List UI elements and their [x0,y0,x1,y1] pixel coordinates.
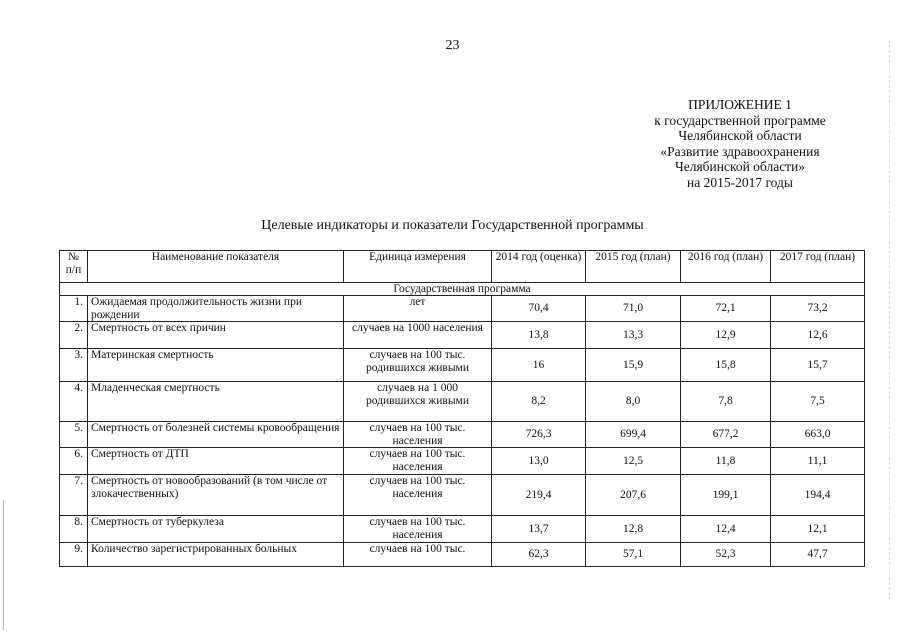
header-2016: 2016 год (план) [681,251,771,283]
cell-2016: 15,8 [681,349,771,382]
cell-2017: 7,5 [771,382,865,422]
header-number: № п/п [60,251,88,283]
appendix-line: Челябинской области» [674,159,806,174]
appendix-line: «Развитие здравоохранения [660,143,820,159]
header-2015: 2015 год (план) [586,251,681,283]
cell-2017: 47,7 [771,543,865,567]
scan-edge-line [889,40,891,600]
header-name: Наименование показателя [88,251,344,283]
header-2014: 2014 год (оценка) [492,251,586,283]
cell-name: Смертность от всех причин [88,322,344,349]
cell-2015: 71,0 [586,296,681,322]
cell-name: Младенческая смертность [88,382,344,422]
cell-number: 3. [60,349,88,382]
cell-unit: случаев на 100 тыс. населения [344,516,492,543]
cell-2014: 13,7 [492,516,586,543]
appendix-line: Челябинской области [678,128,802,143]
table-row [60,516,865,543]
cell-2015: 13,3 [586,322,681,349]
cell-number: 5. [60,422,88,448]
cell-name: Количество зарегистрированных больных [88,543,344,567]
cell-2014: 13,8 [492,322,586,349]
cell-unit: случаев на 100 тыс. населения [344,448,492,475]
cell-unit: случаев на 1000 населения [344,322,492,349]
cell-2015: 8,0 [586,382,681,422]
cell-2016: 72,1 [681,296,771,322]
cell-2017: 73,2 [771,296,865,322]
margin-line [3,500,4,630]
cell-name: Смертность от туберкулеза [88,516,344,543]
appendix-heading [620,97,860,190]
cell-2015: 12,8 [586,516,681,543]
cell-2017: 12,1 [771,516,865,543]
cell-2017: 194,4 [771,475,865,516]
page-number: 23 [445,38,460,53]
cell-2017: 12,6 [771,322,865,349]
cell-number: 7. [60,475,88,516]
cell-unit: случаев на 100 тыс. населения [344,422,492,448]
cell-name: Ожидаемая продолжительность жизни при рождении [88,296,344,322]
appendix-line: на 2015-2017 годы [687,174,793,190]
cell-2016: 677,2 [681,422,771,448]
cell-2015: 12,5 [586,448,681,475]
cell-unit: лет [344,296,492,322]
header-2017: 2017 год (план) [771,251,865,283]
cell-2015: 15,9 [586,349,681,382]
cell-number: 9. [60,543,88,567]
cell-2014: 726,3 [492,422,586,448]
table-row [60,349,865,382]
cell-2014: 219,4 [492,475,586,516]
cell-2016: 199,1 [681,475,771,516]
cell-2017: 663,0 [771,422,865,448]
document-title: Целевые индикаторы и показатели Государственной программы [261,218,644,233]
cell-2014: 8,2 [492,382,586,422]
cell-number: 2. [60,322,88,349]
indicators-table [59,250,865,567]
cell-2015: 207,6 [586,475,681,516]
cell-name: Смертность от ДТП [88,448,344,475]
table-row [60,382,865,422]
section-row: Государственная программа [60,283,865,296]
cell-unit: случаев на 100 тыс. населения [344,475,492,516]
cell-2014: 13,0 [492,448,586,475]
table-row [60,422,865,448]
cell-name: Материнская смертность [88,349,344,382]
cell-2015: 57,1 [586,543,681,567]
cell-2014: 62,3 [492,543,586,567]
cell-2015: 699,4 [586,422,681,448]
cell-name: Смертность от болезней системы кровообращения [88,422,344,448]
cell-number: 1. [60,296,88,322]
table-row [60,448,865,475]
cell-2016: 11,8 [681,448,771,475]
table-row [60,475,865,516]
cell-2016: 52,3 [681,543,771,567]
cell-2017: 15,7 [771,349,865,382]
cell-number: 6. [60,448,88,475]
cell-2016: 12,9 [681,322,771,349]
cell-unit: случаев на 1 000 родившихся живыми [344,382,492,422]
cell-number: 8. [60,516,88,543]
cell-2014: 70,4 [492,296,586,322]
cell-name: Смертность от новообразований (в том числе от злокачественных) [88,475,344,516]
appendix-line: к государственной программе [654,112,826,128]
appendix-line: ПРИЛОЖЕНИЕ 1 [688,97,792,112]
cell-unit: случаев на 100 тыс. [344,543,492,567]
cell-2014: 16 [492,349,586,382]
header-unit: Единица измерения [344,251,492,283]
cell-number: 4. [60,382,88,422]
table-row [60,322,865,349]
table-row [60,296,865,322]
cell-2016: 7,8 [681,382,771,422]
cell-unit: случаев на 100 тыс. родившихся живыми [344,349,492,382]
cell-2016: 12,4 [681,516,771,543]
cell-2017: 11,1 [771,448,865,475]
table-row [60,543,865,567]
